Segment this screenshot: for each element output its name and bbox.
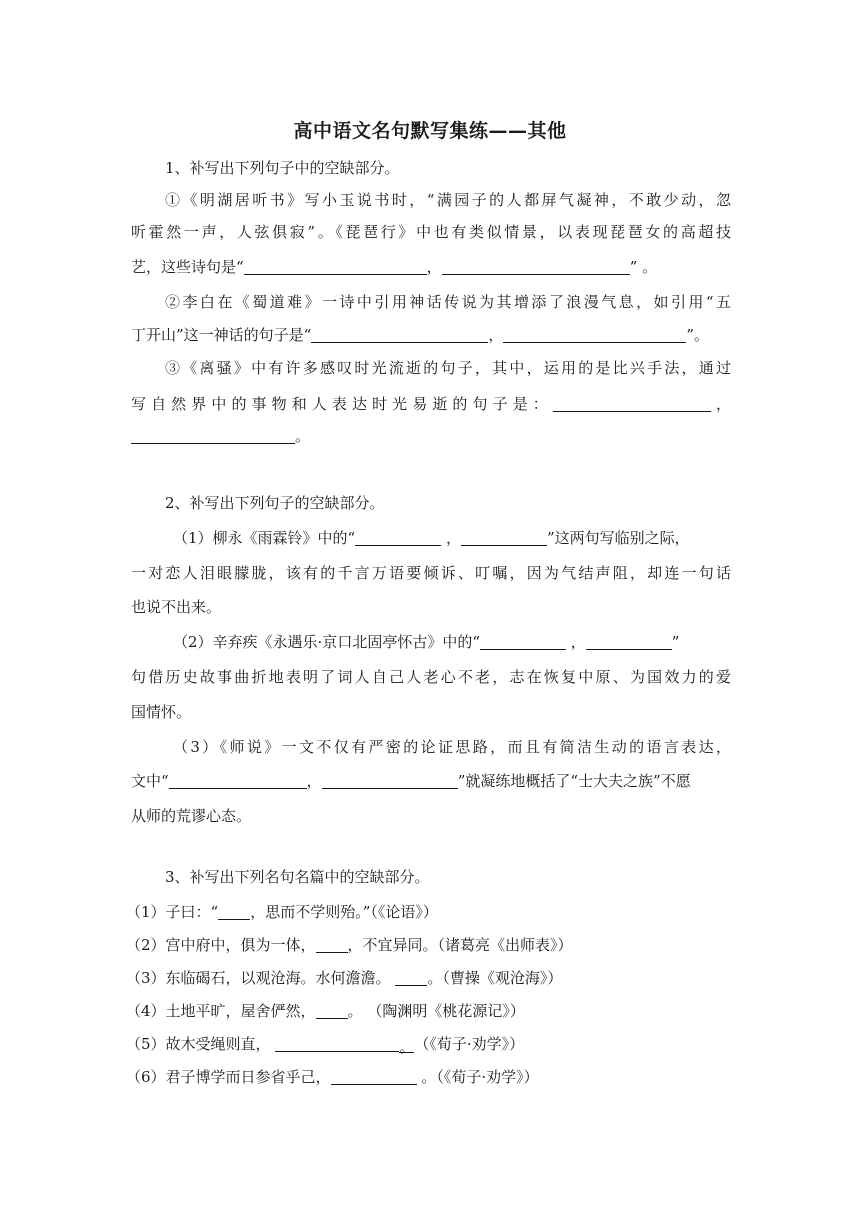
s1-q2-line2 <box>131 324 731 346</box>
section-3-heading: 3、补写出下列名句名篇中的空缺部分。 <box>165 868 430 886</box>
answer-blank[interactable] <box>480 633 566 650</box>
answer-blank[interactable] <box>169 772 307 789</box>
s1-q1-line2: 听霍然一声，人弦俱寂”。《琵琶行》中也有类似情景，以表现琵琶女的高超技 <box>131 223 731 241</box>
text-segment: ， <box>426 258 442 276</box>
text-segment: （3）东临碣石，以观沧海。水何澹澹。 <box>126 969 396 987</box>
text-segment: 。 <box>295 427 311 445</box>
text-segment: ， <box>710 395 731 413</box>
s2-q3-line3: 从师的荒谬心态。 <box>131 807 252 825</box>
text-segment: （6）君子博学而日参省乎己， <box>126 1068 331 1086</box>
s1-q1-line1: ①《明湖居听书》写小玉说书时，“满园子的人都屏气凝神，不敢少动，忽 <box>165 191 731 209</box>
s1-q3-line2 <box>131 393 731 415</box>
text-segment: 丁开山”这一神话的句子是“ <box>131 326 312 344</box>
answer-blank[interactable] <box>316 1002 348 1019</box>
s1-q3-line1: ③《离骚》中有许多感叹时光流逝的句子，其中，运用的是比兴手法，通过 <box>165 359 731 377</box>
s1-q2-line1: ②李白在《蜀道难》一诗中引用神话传说为其增添了浪漫气息，如引用“五 <box>165 293 731 311</box>
text-segment: ， <box>488 326 504 344</box>
s2-q1-line1 <box>173 527 731 549</box>
text-segment: ，思而不学则殆。”（《论语》） <box>250 903 438 921</box>
text-segment: （1）子曰：“ <box>126 903 219 921</box>
s2-q2-line3: 国情怀。 <box>131 703 192 721</box>
answer-blank[interactable] <box>244 258 427 275</box>
s2-q3-line2 <box>131 770 731 792</box>
text-segment: 艺，这些诗句是“ <box>131 258 244 276</box>
text-segment: （《荀子·劝学》） <box>414 1035 525 1053</box>
text-segment: 文中“ <box>131 772 169 790</box>
answer-blank[interactable] <box>553 395 711 412</box>
text-segment: ”这两句写临别之际， <box>547 529 690 547</box>
text-segment: （2）宫中府中，俱为一体， <box>126 936 316 954</box>
answer-blank[interactable] <box>461 529 547 546</box>
answer-blank[interactable] <box>131 427 295 444</box>
answer-blank[interactable] <box>442 258 630 275</box>
text-segment: 写自然界中的事物和人表达时光易逝的句子是： <box>131 395 553 413</box>
s3-item-5 <box>126 1033 726 1055</box>
s2-q1-line3: 也说不出来。 <box>131 598 222 616</box>
text-segment: 。（《荀子·劝学》） <box>416 1068 539 1086</box>
text-segment: （5）故木受绳则直， <box>126 1035 276 1053</box>
answer-blank[interactable] <box>586 633 672 650</box>
text-segment: ， <box>441 529 461 547</box>
answer-blank[interactable] <box>316 936 348 953</box>
text-segment: ”。 <box>686 326 710 344</box>
s1-q3-line3 <box>131 425 731 447</box>
s2-q2-line1 <box>173 631 731 653</box>
text-segment: ”就凝练地概括了“士大夫之族”不愿 <box>457 772 691 790</box>
s3-item-4 <box>126 1000 726 1022</box>
answer-blank[interactable] <box>331 1068 417 1085</box>
text-segment: ” <box>671 633 680 651</box>
section-1-heading: 1、补写出下列句子中的空缺部分。 <box>165 159 400 177</box>
text-segment: 。（曹操《观沧海》） <box>427 969 563 987</box>
answer-blank[interactable] <box>355 529 441 546</box>
text-segment: ” 。 <box>629 258 658 276</box>
s3-item-1 <box>126 901 726 923</box>
text-segment: 。 （陶渊明《桃花源记》） <box>347 1002 525 1020</box>
s1-q1-line3 <box>131 256 731 278</box>
text-segment: ，不宜异同。（诸葛亮《出师表》） <box>347 936 573 954</box>
s3-item-3 <box>126 967 726 989</box>
text-segment: ， <box>565 633 586 651</box>
answer-blank[interactable] <box>218 903 250 920</box>
s2-q1-line2: 一对恋人泪眼朦胧，该有的千言万语要倾诉、叮嘱，因为气结声阻，却连一句话 <box>131 564 731 582</box>
answer-blank[interactable] <box>275 1035 399 1052</box>
s3-item-6 <box>126 1066 726 1088</box>
s2-q3-line1: （3）《师说》一文不仅有严密的论证思路，而且有简洁生动的语言表达， <box>173 738 731 756</box>
answer-blank[interactable] <box>503 326 686 343</box>
punctuation: 。 <box>399 1038 415 1056</box>
answer-blank[interactable] <box>395 969 427 986</box>
s2-q2-line2: 句借历史故事曲折地表明了词人自己人老心不老，志在恢复中原、为国效力的爱 <box>131 668 731 686</box>
text-segment: （1）柳永《雨霖铃》中的“ <box>173 529 356 547</box>
s3-item-2 <box>126 934 726 956</box>
answer-blank[interactable] <box>311 326 488 343</box>
text-segment: ， <box>306 772 322 790</box>
section-2-heading: 2、补写出下列句子的空缺部分。 <box>165 494 385 512</box>
answer-blank[interactable] <box>322 772 458 789</box>
text-segment: （4）土地平旷，屋舍俨然， <box>126 1002 316 1020</box>
page-title: 高中语文名句默写集练——其他 <box>293 120 567 142</box>
text-segment: （2）辛弃疾《永遇乐·京口北固亭怀古》中的“ <box>173 633 480 651</box>
